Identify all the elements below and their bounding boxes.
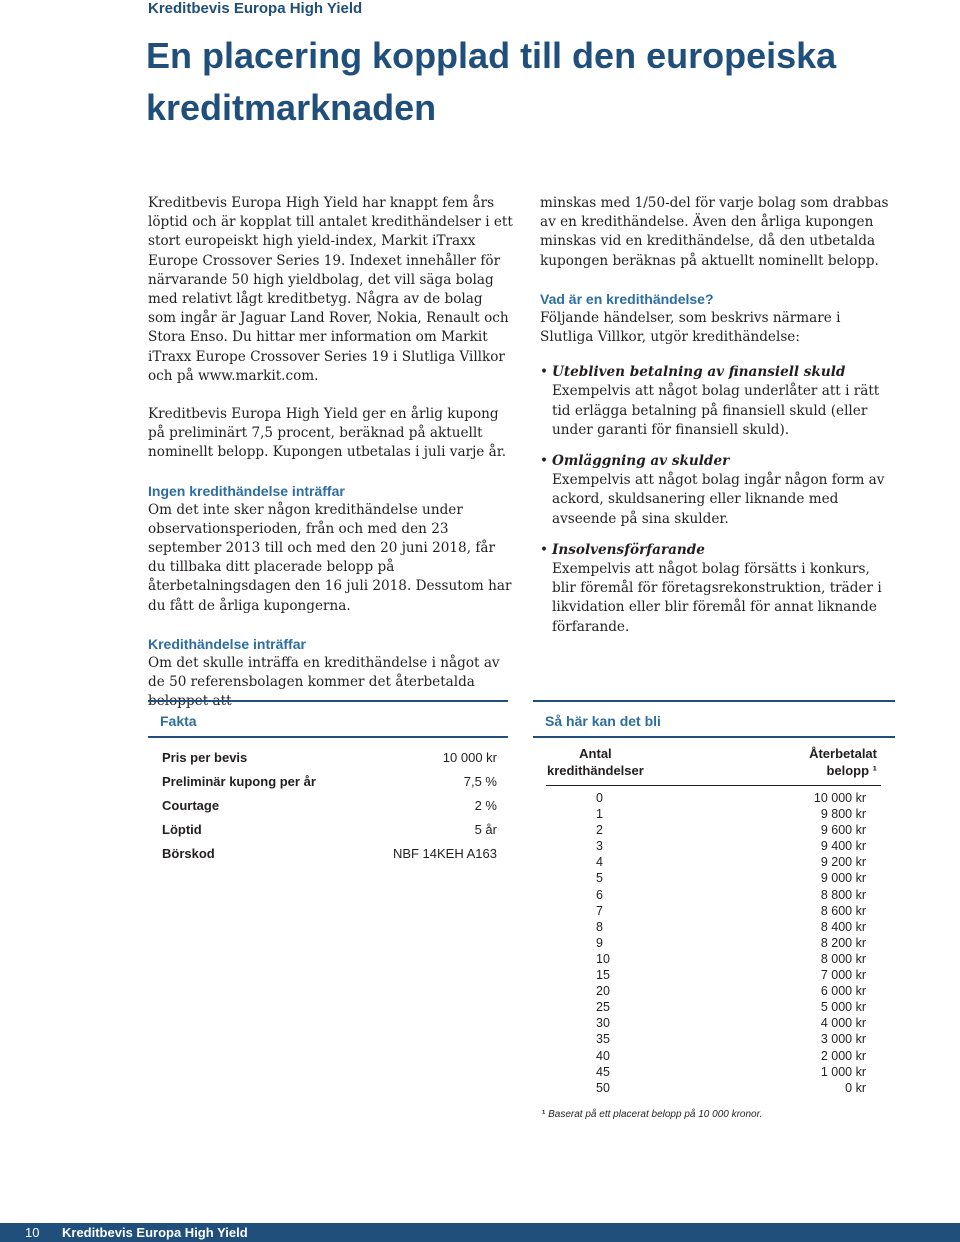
- credit-event-count: 1: [596, 807, 603, 822]
- repaid-amount: 8 600 kr: [820, 903, 866, 918]
- repaid-amount: 2 000 kr: [820, 1048, 866, 1063]
- table-row: [162, 841, 497, 865]
- table-row: [546, 870, 866, 886]
- fakta-table: [162, 745, 497, 865]
- page-title: En placering kopplad till den europeiska kreditmarknaden: [146, 35, 837, 128]
- credit-event-count: 5: [596, 871, 603, 886]
- list-item-text: Exempelvis att något bolag försätts i konkurs, blir föremål för företagsrekonstruktion, träder i likvidation eller blir föremål för annat liknande förfarande.: [552, 561, 882, 635]
- bullet-icon: •: [540, 453, 549, 470]
- credit-event-count: 0: [596, 791, 603, 805]
- repaid-amount: 4 000 kr: [820, 1016, 866, 1031]
- credit-event-count: 15: [596, 968, 610, 983]
- table-row: [546, 806, 866, 822]
- bullet-icon: •: [540, 364, 549, 381]
- page-footer: [0, 1223, 960, 1242]
- scenario-header-rule: [533, 736, 895, 738]
- section-heading-what-is-credit-event: Vad är en kredithändelse?: [540, 290, 714, 307]
- column-header-line: Antal: [579, 746, 612, 761]
- repaid-amount: 9 400 kr: [820, 839, 866, 854]
- fakta-key: Börskod: [162, 845, 215, 861]
- fakta-value: 10 000 kr: [442, 749, 497, 765]
- left-column: [148, 194, 513, 730]
- repaid-amount: 5 000 kr: [820, 1000, 866, 1015]
- scenario-top-rule: [533, 700, 895, 702]
- table-row: [546, 1031, 866, 1047]
- table-row: [162, 745, 497, 769]
- fakta-key: Löptid: [162, 821, 202, 837]
- table-row: [546, 790, 866, 806]
- continued-paragraph: minskas med 1/50-del för varje bolag som drabbas av en kredithändelse. Även den årliga kupongen minskas vid en kredithändelse, då den utbetalda kupongen beräknas på aktuellt nominellt belopp.: [540, 195, 889, 269]
- footer-title: Kreditbevis Europa High Yield: [62, 1225, 248, 1240]
- section-text-what-is-credit-event: Följande händelser, som beskrivs närmare i Slutliga Villkor, utgör kredithändelse:: [540, 309, 841, 346]
- credit-event-count: 50: [596, 1080, 610, 1095]
- repaid-amount: 0 kr: [845, 1080, 866, 1095]
- page-number: 10: [25, 1225, 40, 1240]
- credit-event-count: 30: [596, 1016, 610, 1031]
- credit-event-count: 45: [596, 1064, 610, 1079]
- credit-event-count: 4: [596, 855, 603, 870]
- credit-event-count: 35: [596, 1032, 610, 1047]
- fakta-value: 7,5 %: [463, 773, 497, 789]
- credit-event-count: 20: [596, 984, 610, 999]
- table-row: [546, 999, 866, 1015]
- table-row: [546, 1080, 866, 1096]
- scenario-title: Så här kan det bli: [545, 713, 661, 729]
- table-row: [546, 935, 866, 951]
- right-column: [540, 194, 895, 649]
- scenario-table: [546, 790, 866, 1096]
- list-item-text: Exempelvis att något bolag underlåter att i rätt tid erlägga betalning på finansiell skuld (eller under garanti för finansiell skuld).: [552, 383, 880, 438]
- list-item-text: Exempelvis att något bolag ingår någon form av ackord, skuldsanering eller liknande med avseende på sina skulder.: [552, 472, 885, 527]
- table-row: [546, 967, 866, 983]
- table-row: [162, 817, 497, 841]
- intro-paragraph-1: Kreditbevis Europa High Yield har knappt fem års löptid och är kopplat till antalet kredithändelser i ett stort europeiskt high yield-index, Markit iTraxx Europe Crossover Series 19. Indexet innehåller för närvarande 50 high yieldbolag, det vill säga bolag med relativt lågt kreditbetyg. Några av de bolag som ingår är Jaguar Land Rover, Nokia, Renault och Stora Enso. Du hittar mer information om Markit iTraxx Europe Crossover Series 19 i Slutliga Villkor och på www.markit.com.: [148, 195, 513, 384]
- repaid-amount: 3 000 kr: [820, 1032, 866, 1047]
- section-text-credit-event: Om det skulle inträffa en kredithändelse i något av de 50 referensbolagen kommer det återbetalda: [148, 654, 500, 691]
- credit-event-count: 10: [596, 951, 610, 966]
- bullet-icon: •: [540, 541, 549, 558]
- fakta-title: Fakta: [160, 713, 197, 729]
- table-row: [546, 919, 866, 935]
- table-row: [546, 822, 866, 838]
- credit-event-count: 7: [596, 903, 603, 918]
- repaid-amount: 8 000 kr: [820, 951, 866, 966]
- repaid-amount: 9 600 kr: [820, 823, 866, 838]
- fakta-key: Preliminär kupong per år: [162, 773, 316, 789]
- credit-event-count: 25: [596, 1000, 610, 1015]
- credit-event-count: 3: [596, 839, 603, 854]
- table-row: [546, 983, 866, 999]
- list-item: [540, 452, 895, 529]
- repaid-amount: 9 200 kr: [820, 855, 866, 870]
- scenario-column-rule: [546, 785, 881, 786]
- column-header-line: kredithändelser: [547, 763, 644, 778]
- credit-event-count: 2: [596, 823, 603, 838]
- credit-event-count: 9: [596, 935, 603, 950]
- repaid-amount: 10 000 kr: [813, 791, 866, 805]
- column-header-repaid-amount: [809, 745, 877, 779]
- list-item: [540, 541, 895, 637]
- credit-event-list: [540, 363, 895, 637]
- table-row: [546, 838, 866, 854]
- column-header-line: belopp ¹: [826, 763, 877, 778]
- table-row: [546, 1048, 866, 1064]
- repaid-amount: 8 800 kr: [820, 887, 866, 902]
- fakta-value: 5 år: [474, 821, 497, 837]
- table-row: [162, 793, 497, 817]
- fakta-value: NBF 14KEH A163: [392, 845, 497, 861]
- credit-event-count: 8: [596, 919, 603, 934]
- column-header-credit-events: [547, 745, 644, 779]
- repaid-amount: 9 800 kr: [820, 807, 866, 822]
- fakta-header-rule: [148, 736, 508, 738]
- repaid-amount: 1 000 kr: [820, 1064, 866, 1079]
- credit-event-count: 6: [596, 887, 603, 902]
- list-item-title: Insolvensförfarande: [552, 541, 705, 558]
- fakta-top-rule: [148, 700, 508, 702]
- fakta-value: 2 %: [474, 797, 497, 813]
- list-item-title: Utebliven betalning av finansiell skuld: [552, 364, 846, 381]
- column-header-line: Återbetalat: [809, 746, 877, 761]
- table-row: [546, 854, 866, 870]
- list-item-title: Omläggning av skulder: [552, 453, 730, 470]
- table-row: [162, 769, 497, 793]
- credit-event-count: 40: [596, 1048, 610, 1063]
- repaid-amount: 8 400 kr: [820, 919, 866, 934]
- repaid-amount: 7 000 kr: [820, 968, 866, 983]
- intro-paragraph-2: Kreditbevis Europa High Yield ger en årlig kupong på preliminärt 7,5 procent, beräknad på aktuellt nominellt belopp. Kupongen utbetalas i juli varje år.: [148, 406, 507, 461]
- fakta-key: Pris per bevis: [162, 749, 248, 765]
- fakta-key: Courtage: [162, 797, 220, 813]
- page-kicker: Kreditbevis Europa High Yield: [148, 0, 363, 17]
- repaid-amount: 9 000 kr: [820, 871, 866, 886]
- table-row: [546, 1064, 866, 1080]
- footnote: [542, 1109, 762, 1120]
- section-heading-no-credit-event: Ingen kredithändelse inträffar: [148, 482, 345, 499]
- table-row: [546, 951, 866, 967]
- repaid-amount: 6 000 kr: [820, 984, 866, 999]
- section-heading-credit-event: Kredithändelse inträffar: [148, 635, 306, 652]
- footnote-text: Baserat på ett placerat belopp på 10 000 kronor.: [548, 1109, 763, 1120]
- section-text-no-credit-event: Om det inte sker någon kredithändelse under observationsperioden, från och med den 23 september 2013 till och med den 20 juni 2018, får du tillbaka ditt placerade belopp på återbetalningsdagen den 16 juli 2018. Dessutom har du fått de årliga kupongerna.: [148, 501, 512, 614]
- table-row: [546, 887, 866, 903]
- list-item: [540, 363, 895, 440]
- footnote-mark: ¹: [542, 1109, 546, 1120]
- repaid-amount: 8 200 kr: [820, 935, 866, 950]
- table-row: [546, 903, 866, 919]
- table-row: [546, 1015, 866, 1031]
